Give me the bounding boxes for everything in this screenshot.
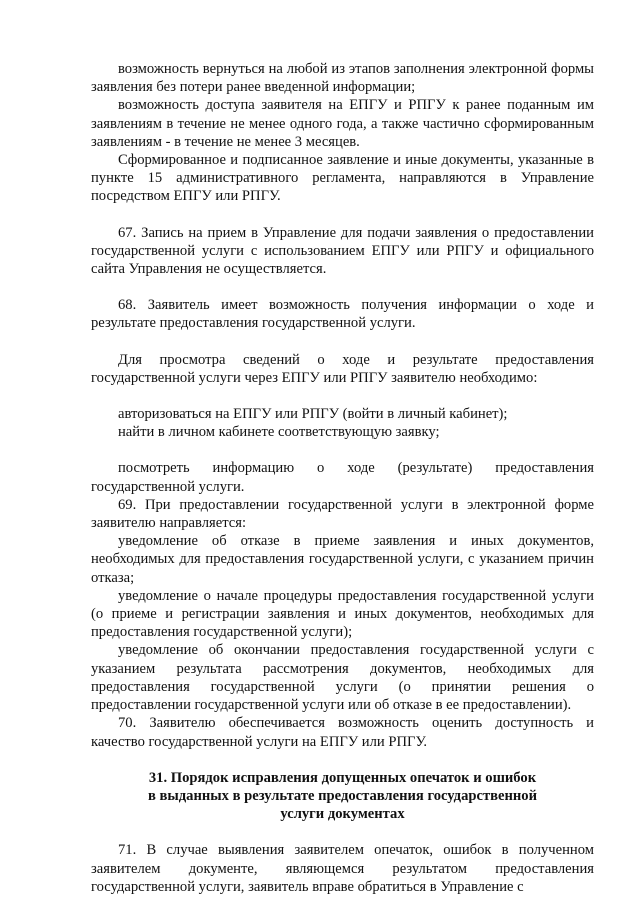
document-page (91, 60, 594, 896)
heading-line: услуги документах (280, 806, 405, 823)
list-item: уведомление об отказе в приеме заявления и иных документов, необходимых для предоставления государственной услуги, с указанием причин отказа; (91, 533, 594, 586)
paragraph-70: 70. Заявителю обеспечивается возможность оценить доступность и качество государственной услуги на ЕПГУ или РПГУ. (91, 715, 594, 750)
paragraph-67: 67. Запись на прием в Управление для подачи заявления о предоставлении государственной услуги с использованием ЕПГУ или РПГУ и официального сайта Управления не осуществляется. (91, 224, 594, 278)
heading-line: 31. Порядок исправления допущенных опечаток и ошибок (148, 769, 537, 786)
list-item: уведомление об окончании предоставления государственной услуги с указанием результата рассмотрения документов, необходимых для предоставления государственной услуги (о принятии решения о предоставлении государственной услуги или об отказе в ее предоставлении). (91, 642, 594, 714)
paragraph: возможность доступа заявителя на ЕПГУ и РПГУ к ранее поданным им заявлениям в течение не менее одного года, а также частично сформированным заявлениям - в течение не менее 3 месяцев. (91, 97, 594, 150)
list-item: уведомление о начале процедуры предоставления государственной услуги (о приеме и регистрации заявления и иных документов, необходимых для предоставления государственной услуги); (91, 587, 594, 641)
paragraph: возможность вернуться на любой из этапов заполнения электронной формы заявления без потери ранее введенной информации; (91, 61, 594, 96)
paragraph: Для просмотра сведений о ходе и результате предоставления государственной услуги через ЕПГУ или РПГУ заявителю необходимо: (91, 351, 594, 386)
list-item: найти в личном кабинете соответствующую заявку; (118, 424, 440, 441)
paragraph-68: 68. Заявитель имеет возможность получения информации о ходе и результате предоставления государственной услуги. (91, 297, 594, 332)
list-item: посмотреть информацию о ходе (результате) предоставления государственной услуги. (91, 460, 594, 495)
list-item: авторизоваться на ЕПГУ или РПГУ (войти в личный кабинет); (118, 406, 508, 423)
paragraph: Сформированное и подписанное заявление и иные документы, указанные в пункте 15 административного регламента, направляются в Управление посредством ЕПГУ или РПГУ. (91, 152, 594, 205)
paragraph-69: 69. При предоставлении государственной услуги в электронной форме заявителю направляется: (91, 496, 594, 532)
section-heading (91, 769, 594, 824)
paragraph-71: 71. В случае выявления заявителем опечаток, ошибок в полученном заявителем документе, являющемся результатом предоставления государственной услуги, заявитель вправе обратиться в Управление с (91, 842, 594, 895)
heading-line: в выданных в результате предоставления государственной (147, 787, 538, 804)
